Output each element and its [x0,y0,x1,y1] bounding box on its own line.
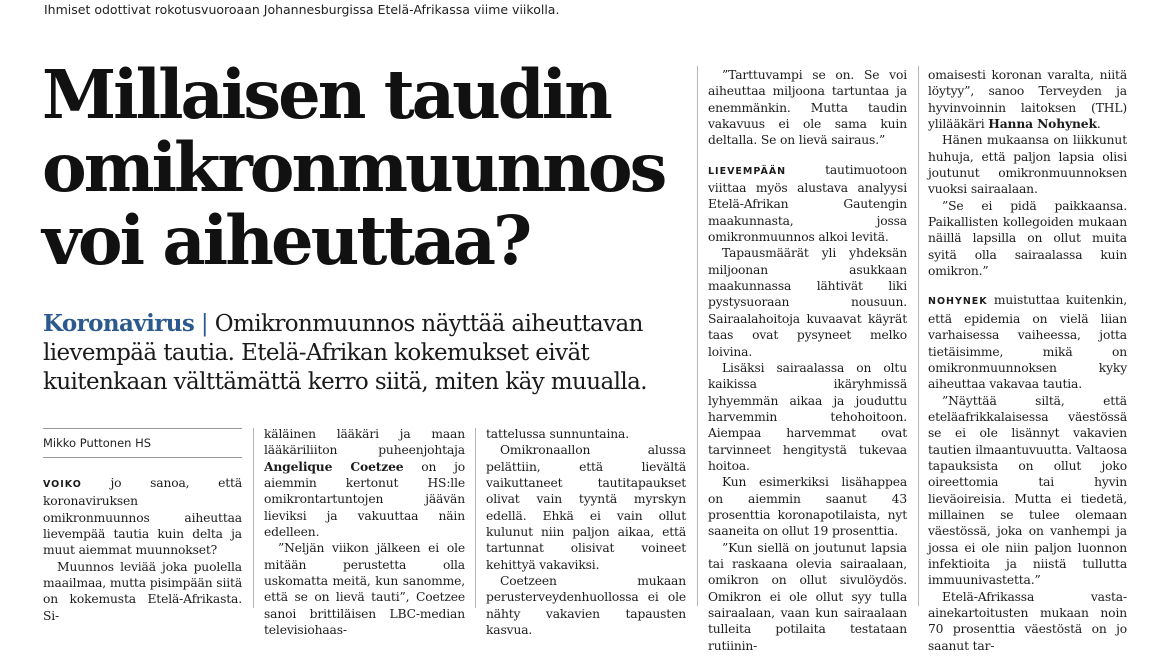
headline-line-2: omikronmuunnos [42,128,665,207]
paragraph-text: . [1096,117,1101,132]
photo-caption: Ihmiset odottivat rokotusvuoroaan Johannesburgissa Etelä-Afrikassa viime viikolla. [44,2,560,17]
lead-line-2: lievempää tautia. Etelä-Afrikan kokemukset eivät [43,340,590,366]
paragraph: tattelussa sunnuntaina. [486,427,629,441]
paragraph: ”Tarttuvampi se on. Se voi aiheuttaa miljoona tartuntaa ja enemmänkin. Mutta taudin vakavuus ei ole sama kuin deltalla. Se on lievä sairaus.” [708,68,907,148]
column-divider [697,66,698,606]
byline-bottom-rule [43,457,242,458]
body-column-3 [486,426,686,638]
section-kicker: Koronavirus [43,310,195,337]
paragraph: ”Kun siellä on joutunut lapsia tai raskaana olevia sairaalaan, omikron on ollut sivulöydös. Omikron ei ole ollut syy tulla sairaalaan, vaan kun sairaalaan tulleita potilaita testataan rutiinin- [708,540,907,653]
paragraph-text: on jo aiemmin kertonut HS:lle omikrontartuntojen jäävän lieviksi ja vakuuttaa näin edelleen. [264,459,465,540]
paragraph: Kun esimerkiksi lisähappea on aiemmin saanut 43 prosenttia koronapotilaista, nyt saaneita on ollut 19 prosenttia. [708,475,907,539]
article-lead [43,309,693,397]
headline-line-3: voi aiheuttaa? [42,201,530,280]
lead-line-1 [43,309,693,339]
paragraph [928,292,1127,392]
column-divider [475,428,476,608]
paragraph [264,426,465,540]
lead-line-1-text: Omikronmuunnos näyttää aiheuttavan [214,311,643,337]
paragraph-text: omaisesti koronan varalta, niitä löytyy”, sanoo Terveyden ja hyvinvoinnin laitoksen (THL) ylilääkäri [928,68,1127,132]
article-headline [42,55,702,280]
byline: Mikko Puttonen HS [43,436,152,450]
paragraph: Coetzeen mukaan perusterveydenhuollossa ei ole nähty vakavien tapausten kasvua. [486,574,686,638]
paragraph [708,162,907,246]
lead-line-3: kuitenkaan välttämättä kerro siitä, miten käy muualla. [43,369,647,395]
paragraph-text: jo sanoa, että koronaviruksen omikronmuunnos aiheuttaa lievempää tautia kuin delta ja muut aiemmat muunnokset? [43,476,242,558]
body-column-5 [928,67,1127,654]
paragraph: ”Neljän viikon jälkeen ei ole mitään perustetta olla uskomatta meitä, kun sanomme, että se on lievä tauti”, Coetzee sanoi brittiläisen LBC-median televisiohaas- [264,541,465,638]
paragraph-lead-caps: NOHYNEK [928,296,988,308]
paragraph-text: muistuttaa kuitenkin, että epidemia on vielä liian varhaisessa vaiheessa, jotta tietäisimme, mikä on omikronmuunnoksen kyky aiheuttaa vakavaa tautia. [928,293,1127,392]
body-column-1 [43,475,242,624]
column-divider [253,428,254,608]
paragraph: Omikronaallon alussa pelättiin, että lievältä vaikuttaneet tautitapaukset olivat vain tyyntä myrskyn edellä. Ehkä ei vain ollut kulunut niin paljon aikaa, että tartunnat olisivat voineet kehittyä vakaviksi. [486,443,686,572]
paragraph: Etelä-Afrikassa vasta-ainekartoitusten mukaan noin 70 prosenttia väestöstä on jo saanut tar- [928,589,1127,653]
headline-line-1: Millaisen taudin [42,55,610,134]
paragraph-text: käläinen lääkäri ja maan lääkäriliiton puheenjohtaja [264,427,465,458]
person-name: Angelique Coetzee [264,458,404,474]
kicker-separator: | [200,311,209,337]
paragraph: Muunnos leviää joka puolella maailmaa, mutta pisimpään siitä on kokemusta Etelä-Afrikasta. Si- [43,559,242,623]
body-column-2 [264,426,465,638]
column-divider [918,66,919,606]
paragraph [928,67,1127,132]
paragraph: Hänen mukaansa on liikkunut huhuja, että paljon lapsia olisi joutunut omikronmuunnoksen vuoksi sairaalaan. [928,133,1127,197]
person-name: Hanna Nohynek [988,116,1097,132]
paragraph: ”Se ei pidä paikkaansa. Paikallisten kollegoiden mukaan näillä lapsilla on ollut muita syitä olla sairaalassa kuin omikron.” [928,198,1127,279]
paragraph-lead-caps: LIEVEMPÄÄN [708,165,787,177]
paragraph: Lisäksi sairaalassa on oltu kaikissa ikäryhmissä lyhyemmän aikaa ja jouduttu harvemmin tehohoitoon. Aiempaa harvemmat ovat tarvinneet hengitystä tukevaa hoitoa. [708,360,907,473]
paragraph-lead-caps: VOIKO [43,479,82,490]
byline-top-rule [43,428,242,429]
body-column-4 [708,67,907,654]
paragraph: ”Näyttää siltä, että eteläafrikkalaisessa väestössä se ei ole lisännyt vakavien tautien ilmaantuvuutta. Valtaosa tapauksista on ollut joko oireettomia tai hyvin lieväoireisia. Mutta ei tiedetä, millainen se tulee olemaan väestössä, joka on vanhempi ja jossa ei ole niin paljon luonnon infektioita ja niistä tullutta immuunivastetta.” [928,393,1127,588]
paragraph-text: tautimuotoon viittaa myös alustava analyysi Etelä-Afrikan Gautengin maakunnasta, jossa omikronmuunnos alkoi levitä. [708,162,907,245]
paragraph [43,475,242,559]
paragraph: Tapausmäärät yli yhdeksän miljoonan asukkaan maakunnassa lähtivät liki pystysuoraan nousuun. Sairaalahoitoja kuvaavat käyrät taas ovat pysyneet melko loivina. [708,246,907,359]
